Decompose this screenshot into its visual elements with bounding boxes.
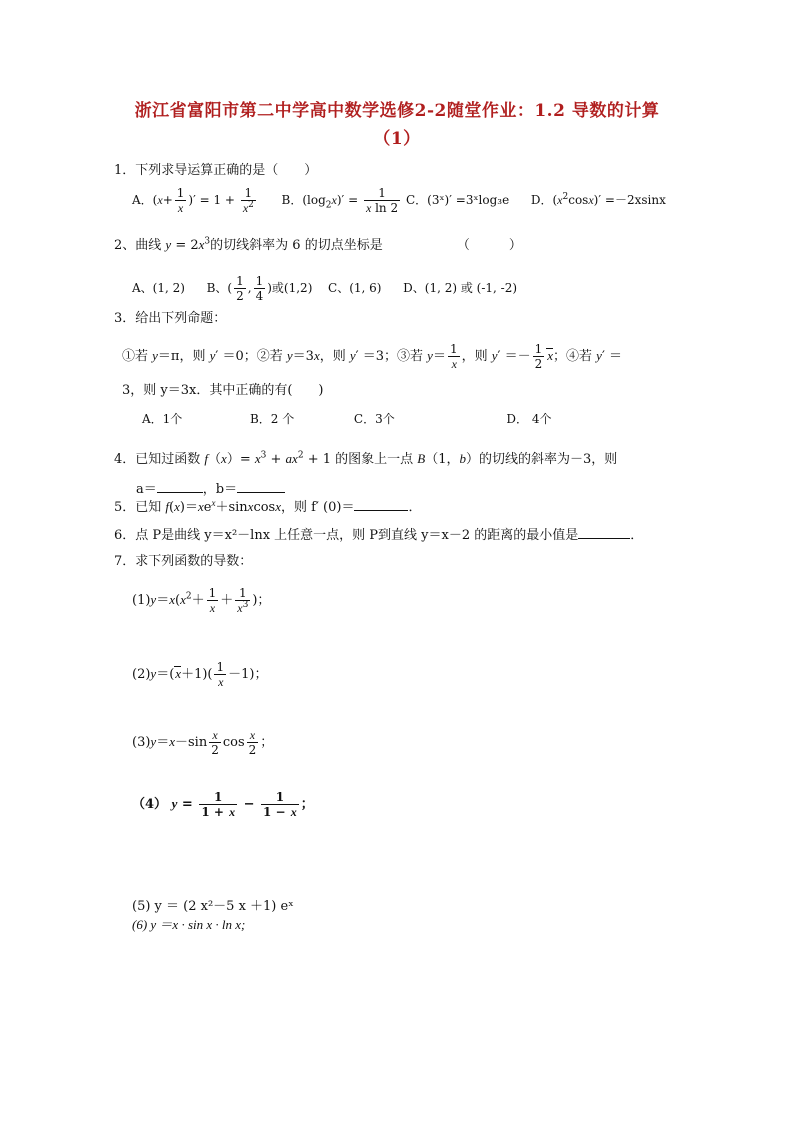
- question-3-propositions: ①若 y＝π，则 y′ ＝0；②若 y＝3x，则 y′ ＝3；③若 y＝ $\frac{1}{x}$ ，则 y′ ＝－ $\frac{1}{2}$ x；④若 y′ ＝: [122, 342, 623, 371]
- question-3-options: [142, 410, 551, 428]
- option-b: B．2 个: [249, 412, 295, 426]
- question-7-part-2: (2)y＝(x＋1)( $\frac{1}{x}$ －1)；: [132, 660, 268, 689]
- answer-blank[interactable]: [354, 498, 408, 511]
- question-7-part-6: (6) y ＝x · sin x · ln x;: [132, 917, 246, 932]
- option-b-label: B、: [206, 281, 228, 295]
- question-3-stem: 3．给出下列命题：: [114, 311, 227, 326]
- option-a: A．1个: [142, 412, 183, 426]
- option-c: C．3个: [353, 412, 395, 426]
- page-title-suffix: （1）: [373, 129, 421, 149]
- question-1-options: [132, 186, 666, 215]
- option-d-label: D．: [530, 193, 553, 207]
- option-a: A、(1, 2): [132, 281, 185, 295]
- option-d: D、(1, 2) 或 (-1, -2): [403, 281, 518, 295]
- question-7-part-4: （4） y = $\frac{1}{1 + x}$ − $\frac{1}{1 - x}$ ；: [132, 790, 314, 819]
- question-4-stem: 4．已知过函数 $f(x)= x^3 + ax^2 + 1$ 的图象上一点 B（1，b）的切线的斜率为－3，则: [114, 450, 618, 467]
- option-c: C、(1, 6): [328, 281, 382, 295]
- option-a-formula: (x+ $\frac{1}{x}$ )′ = 1 + $\frac{1}{x^2}$: [152, 186, 254, 215]
- option-c-label: C．: [405, 193, 428, 207]
- question-1-stem: 1．下列求导运算正确的是（ ）: [114, 163, 318, 178]
- question-3-line-3: 3，则 y＝3x．其中正确的有( ): [122, 383, 324, 398]
- question-6: 6．点 P是曲线 y＝x²－lnx 上任意一点，则 P到直线 y＝x－2 的距离的最小值是 ．: [114, 528, 644, 543]
- option-b-formula: $(\log_2x)'$ = $\frac{1}{\text{x ln 2}}$: [302, 186, 399, 215]
- answer-paren: （ ）: [456, 238, 522, 253]
- option-d: D． 4个: [506, 412, 552, 426]
- option-b-label: B．: [281, 193, 303, 207]
- answer-blank[interactable]: [578, 526, 630, 539]
- question-5: 5．已知 $f(x)=xe^x+sinxcosx$，则 f′ (0)＝ ．: [114, 497, 422, 515]
- option-a-label: A．: [132, 193, 153, 207]
- option-c-formula: (3ˣ)′ =3ˣlog₃e: [427, 193, 510, 207]
- blank-a[interactable]: [157, 480, 203, 493]
- question-7-stem: 7．求下列函数的导数：: [114, 554, 253, 569]
- page-title: 浙江省富阳市第二中学高中数学选修2-2随堂作业：1.2 导数的计算: [134, 101, 660, 121]
- blank-b[interactable]: [237, 480, 285, 493]
- question-7-part-1: $(1)y=x(x^2+$ $\frac{1}{x}$ ＋ $\frac{1}{x^3}$ )；: [132, 586, 271, 615]
- question-2-stem: 2、曲线 $y = 2x^3$的切线斜率为 6 的切点坐标是 （ ）: [114, 236, 522, 253]
- option-d-formula: $(x^2\cos x)' =-2xsinx$: [552, 192, 666, 207]
- question-2-options: A、(1, 2) B、( $\frac{1}{2}$ , $\frac{1}{4}$ )或(1,2) C、(1, 6) D、(1, 2) 或 (-1, -2): [132, 274, 518, 303]
- question-7-part-3: (3)y＝x－sin $\frac{x}{2}$ cos $\frac{x}{2}$ ；: [132, 728, 274, 757]
- question-7-part-5: (5) y ＝ (2 x²－5 x ＋1) eˣ: [132, 899, 294, 914]
- question-4-blanks: a＝ ，b＝: [136, 480, 285, 499]
